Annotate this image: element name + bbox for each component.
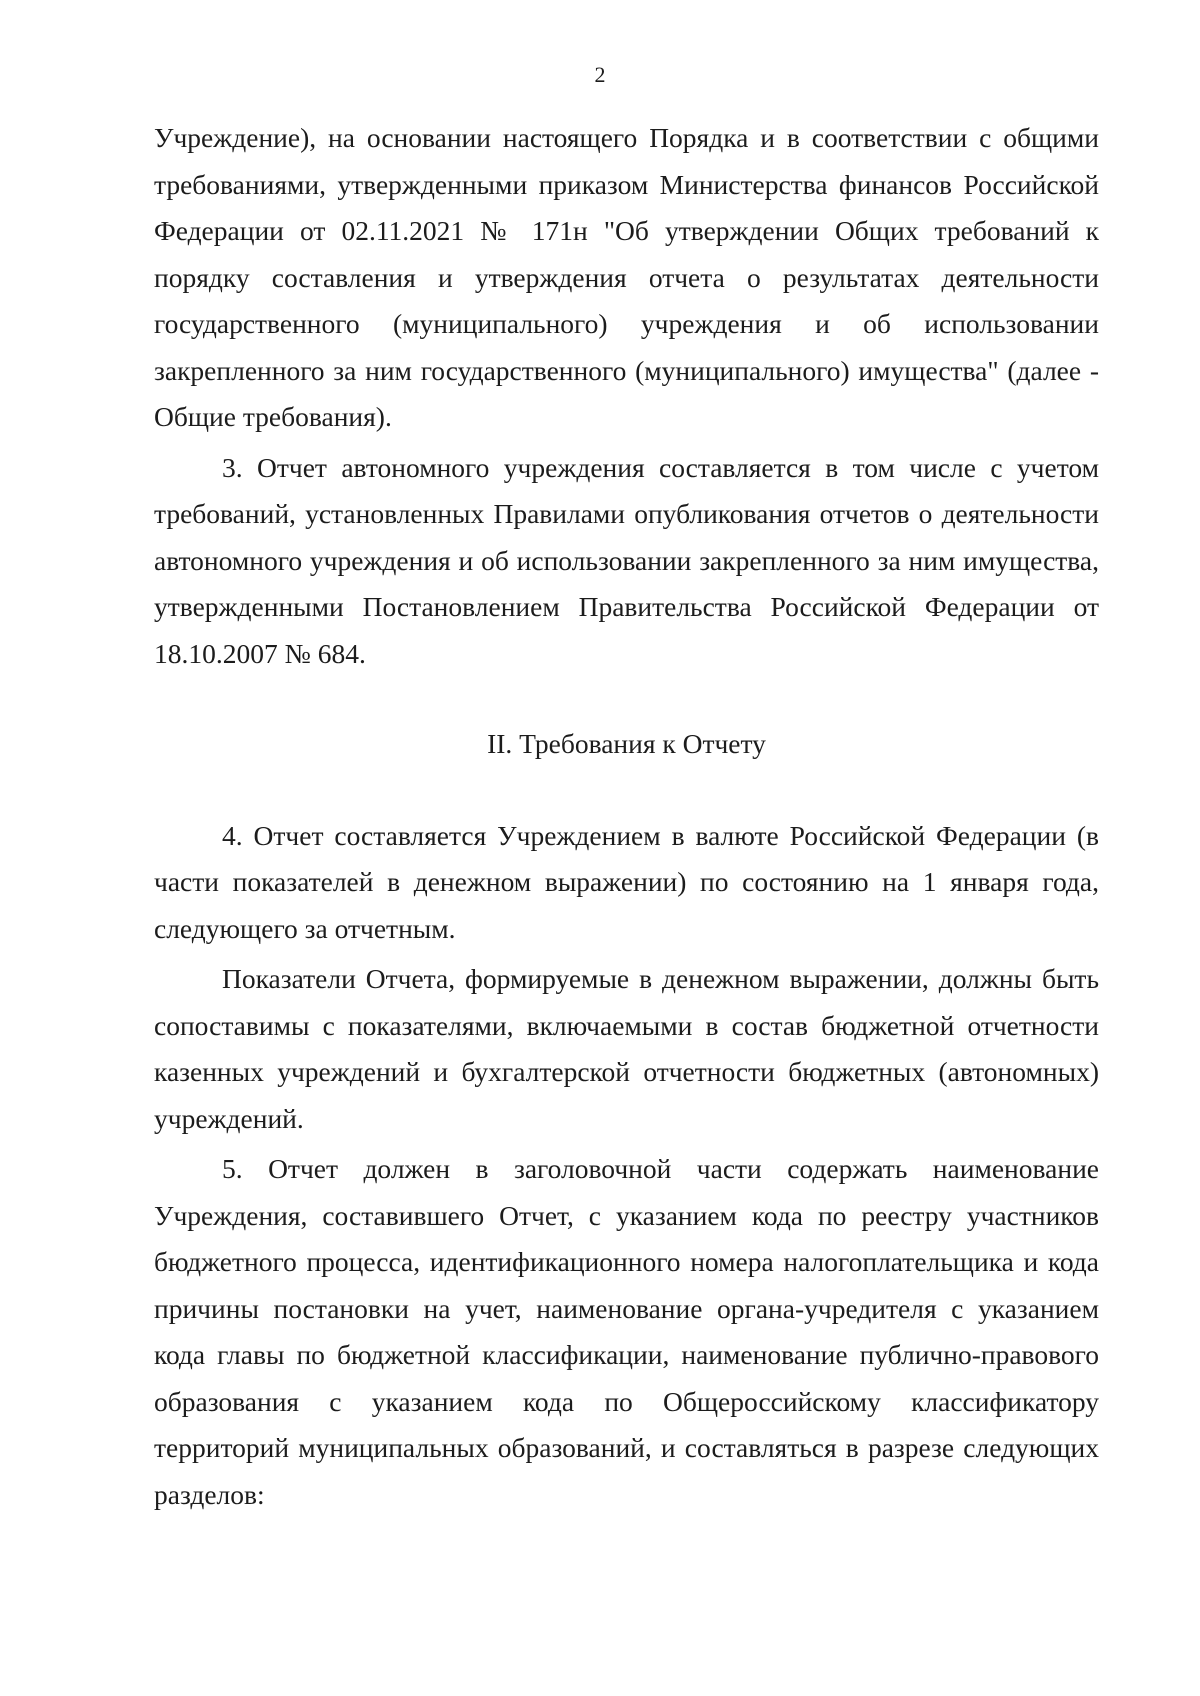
paragraph-5: 5. Отчет должен в заголовочной части содержать наименование Учреждения, составившего Отчет, с указанием кода по реестру участников бюджетного процесса, идентификационного номера налогоплательщика и кода причины постановки на учет, наименование органа-учредителя с указанием кода главы по бюджетной классификации, наименование публично-правового образования с указанием кода по Общероссийскому классификатору территорий муниципальных образований, и составляться в разрезе следующих разделов: — [154, 1153, 1099, 1510]
document-body — [154, 115, 1099, 1518]
paragraph-3: 3. Отчет автономного учреждения составляется в том числе с учетом требований, установленных Правилами опубликования отчетов о деятельности автономного учреждения и об использовании закрепленного за ним имущества, утвержденными Постановлением Правительства Российской Федерации от 18.10.2007 № 684. — [154, 451, 1099, 669]
section-heading: II. Требования к Отчету — [487, 728, 766, 759]
paragraph-continuation: Учреждение), на основании настоящего Порядка и в соответствии с общими требованиями, утвержденными приказом Министерства финансов Российской Федерации от 02.11.2021 № 171н "Об утверждении Общих требований к порядку составления и утверждения отчета о результатах деятельности государственного (муниципального) учреждения и об использовании закрепленного за ним государственного (муниципального) имущества" (далее - Общие требования). — [154, 122, 1099, 432]
paragraph-4: 4. Отчет составляется Учреждением в валюте Российской Федерации (в части показателей в денежном выражении) по состоянию на 1 января года, следующего за отчетным. — [154, 819, 1099, 944]
paragraph-indicators: Показатели Отчета, формируемые в денежном выражении, должны быть сопоставимы с показателями, включаемыми в состав бюджетной отчетности казенных учреждений и бухгалтерской отчетности бюджетных (автономных) учреждений. — [154, 963, 1099, 1134]
page-number: 2 — [594, 62, 606, 87]
